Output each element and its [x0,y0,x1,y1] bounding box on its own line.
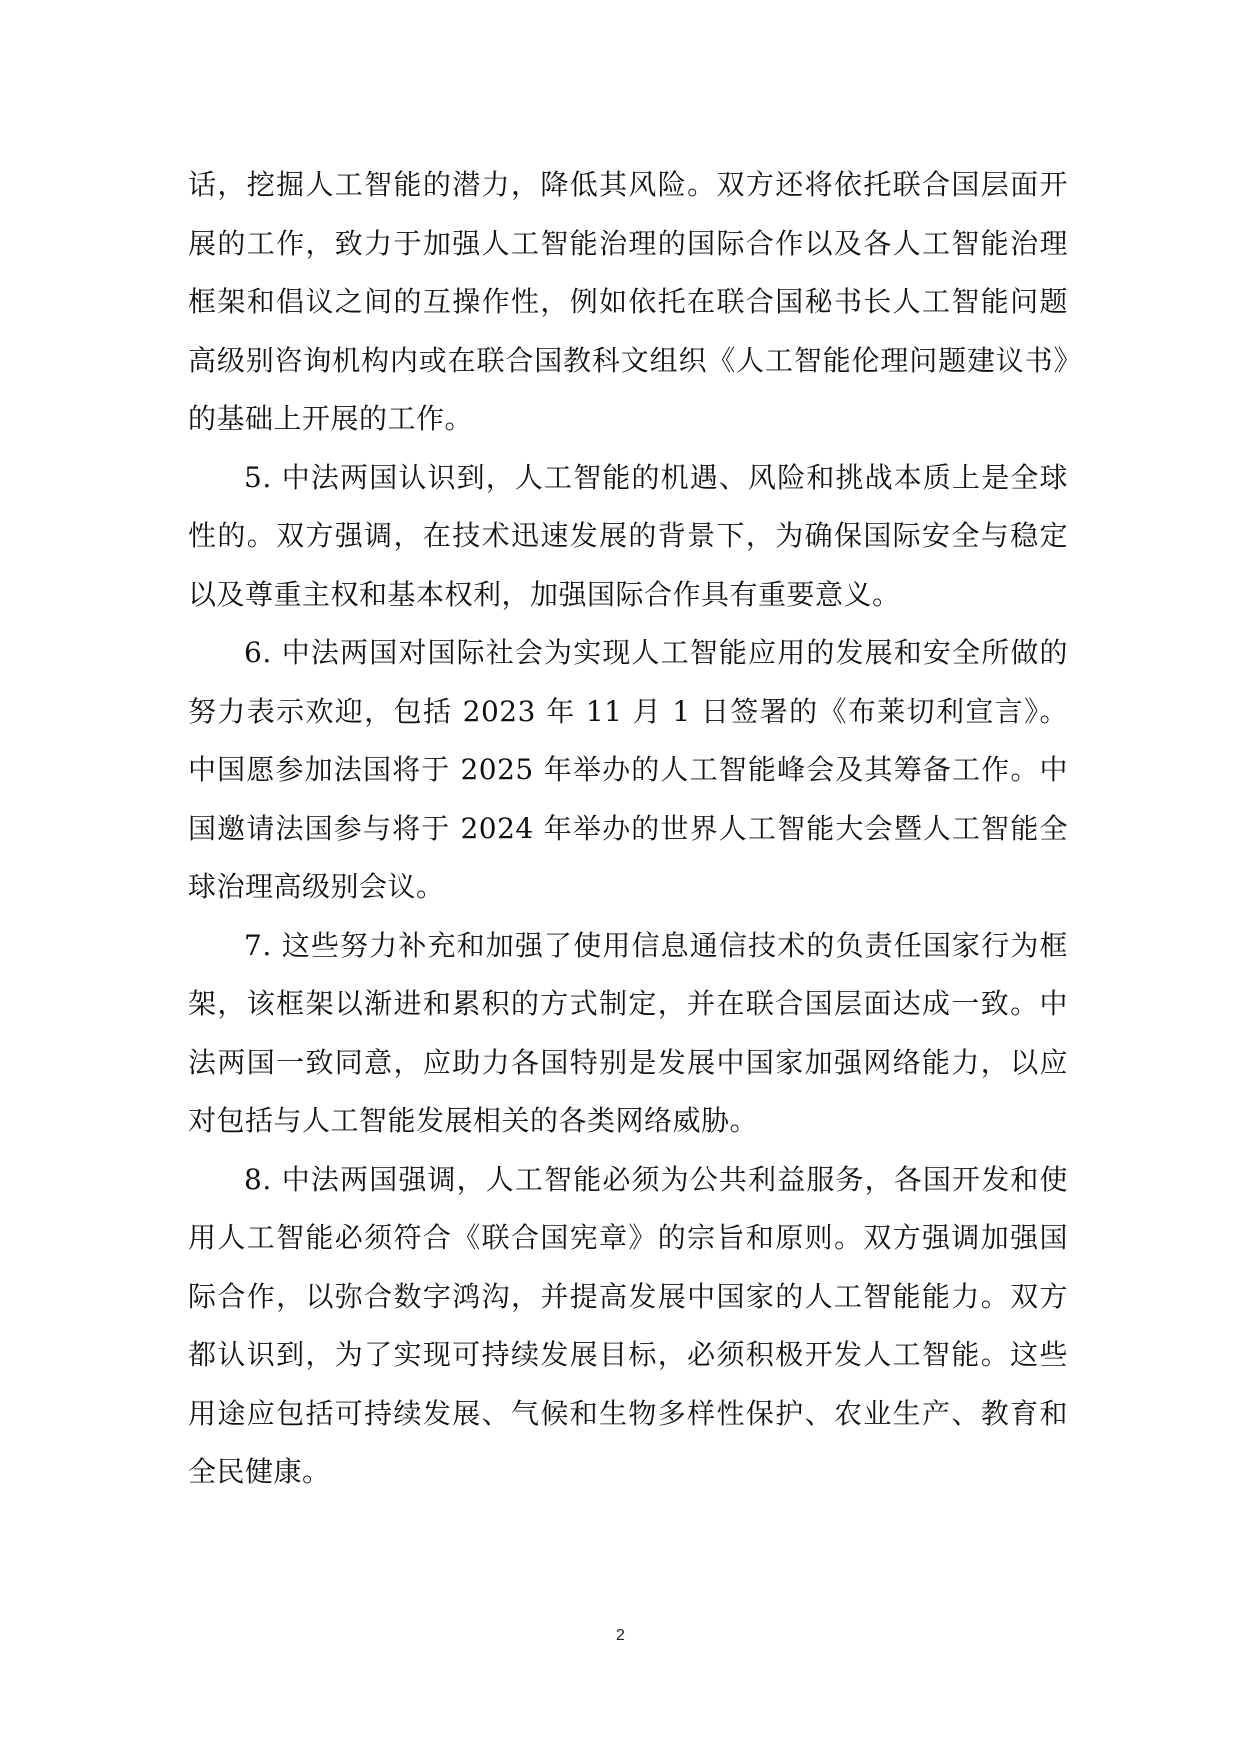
paragraph-item-8: 8. 中法两国强调，人工智能必须为公共利益服务，各国开发和使用人工智能必须符合《联合国宪章》的宗旨和原则。双方强调加强国际合作，以弥合数字鸿沟，并提高发展中国家的人工智能能力。双方都认识到，为了实现可持续发展目标，必须积极开发人工智能。这些用途应包括可持续发展、气候和生物多样性保护、农业生产、教育和全民健康。 [188,1162,1068,1488]
paragraph-continuation: 话，挖掘人工智能的潜力，降低其风险。双方还将依托联合国层面开展的工作，致力于加强人工智能治理的国际合作以及各人工智能治理框架和倡议之间的互操作性，例如依托在联合国秘书长人工智能问题高级别咨询机构内或在联合国教科文组织《人工智能伦理问题建议书》的基础上开展的工作。 [188,168,1068,435]
document-body [188,156,1068,1502]
paragraph-item-7: 7. 这些努力补充和加强了使用信息通信技术的负责任国家行为框架，该框架以渐进和累积的方式制定，并在联合国层面达成一致。中法两国一致同意，应助力各国特别是发展中国家加强网络能力，以应对包括与人工智能发展相关的各类网络威胁。 [188,928,1068,1137]
paragraph-item-6: 6. 中法两国对国际社会为实现人工智能应用的发展和安全所做的努力表示欢迎，包括 2023 年 11 月 1 日签署的《布莱切利宣言》。中国愿参加法国将于 2025 年举办的人工智能峰会及其筹备工作。中国邀请法国参与将于 2024 年举办的世界人工智能大会暨人工智能全球治理高级别会议。 [188,636,1068,903]
page-number: 2 [616,1627,625,1644]
paragraph-item-5: 5. 中法两国认识到，人工智能的机遇、风险和挑战本质上是全球性的。双方强调，在技术迅速发展的背景下，为确保国际安全与稳定以及尊重主权和基本权利，加强国际合作具有重要意义。 [188,460,1068,611]
